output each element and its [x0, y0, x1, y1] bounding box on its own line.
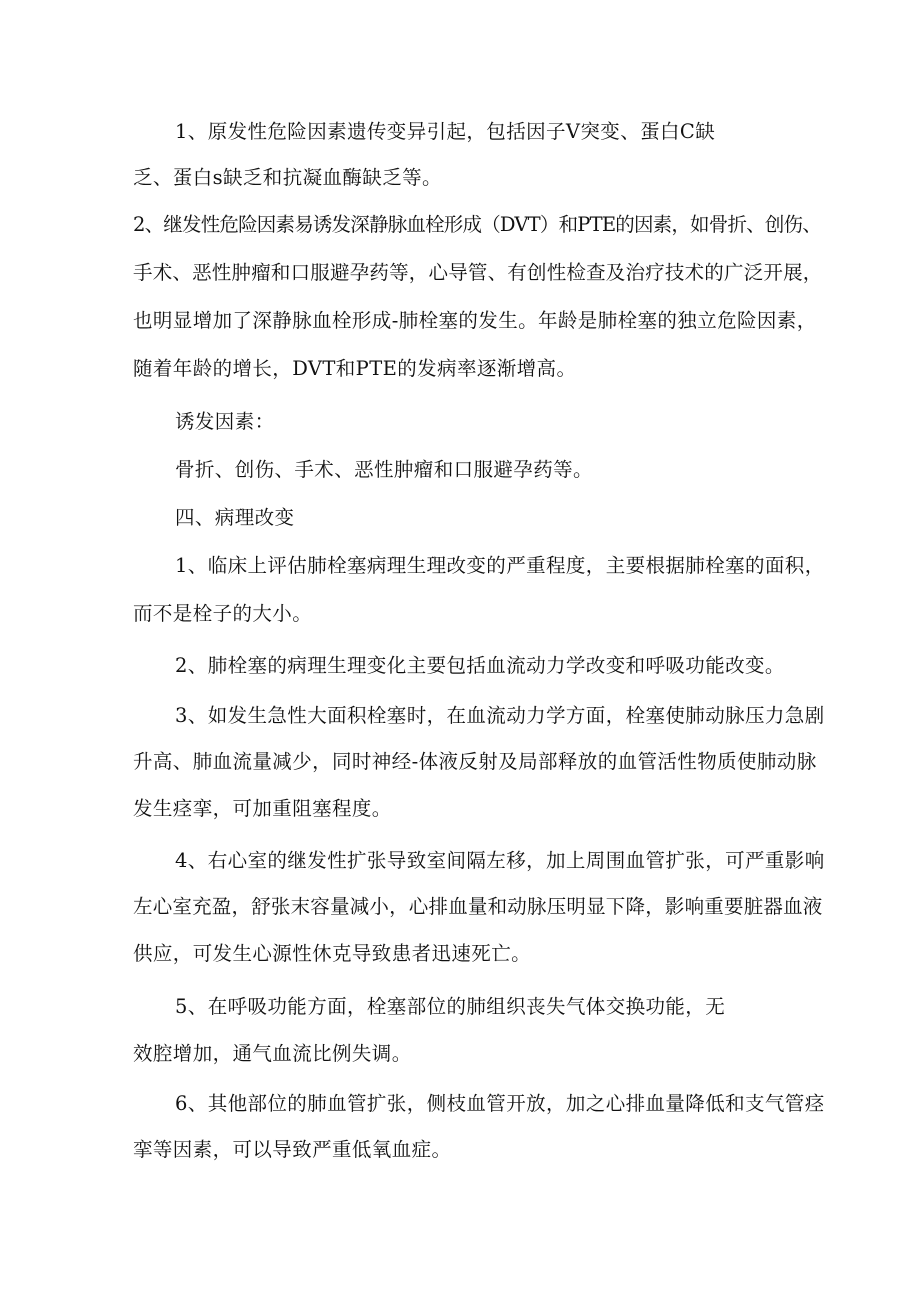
paragraph-2-line-4: 随着年龄的增长，DVT和PTE的发病率逐渐增高。: [133, 357, 577, 380]
paragraph-7-line-1: 5、在呼吸功能方面，栓塞部位的肺组织丧失气体交换功能，无: [175, 995, 726, 1018]
paragraph-3-line-1: 1、临床上评估肺栓塞病理生理改变的严重程度，主要根据肺栓塞的面积，: [175, 554, 825, 577]
paragraph-6-line-1: 4、右心室的继发性扩张导致室间隔左移，加上周围血管扩张，可严重影响: [175, 849, 825, 872]
paragraph-8-line-1: 6、其他部位的肺血管扩张，侧枝血管开放，加之心排血量降低和支气管痉: [175, 1092, 825, 1115]
paragraph-5-line-2: 升高、肺血流量减少，同时神经-体液反射及局部释放的血管活性物质使肺动脉: [133, 750, 817, 773]
paragraph-8-line-2: 挛等因素，可以导致严重低氧血症。: [133, 1138, 452, 1161]
paragraph-4: 2、肺栓塞的病理生理变化主要包括血流动力学改变和呼吸功能改变。: [175, 654, 785, 677]
paragraph-6-line-3: 供应，可发生心源性休克导致患者迅速死亡。: [133, 942, 532, 965]
paragraph-1-line-2: 乏、蛋白s缺乏和抗凝血酶缺乏等。: [133, 166, 442, 189]
paragraph-5-line-1: 3、如发生急性大面积栓塞时，在血流动力学方面，栓塞使肺动脉压力急剧: [175, 704, 825, 727]
paragraph-7-line-2: 效腔增加，通气血流比例失调。: [133, 1042, 412, 1065]
section-heading-pathology: 四、病理改变: [175, 506, 295, 529]
paragraph-3-line-2: 而不是栓子的大小。: [133, 602, 313, 625]
induced-factors-list: 骨折、创伤、手术、恶性肿瘤和口服避孕药等。: [175, 458, 593, 481]
paragraph-2-line-3: 也明显增加了深静脉血栓形成-肺栓塞的发生。年龄是肺栓塞的独立危险因素，: [133, 309, 817, 332]
paragraph-2-line-1: 2、继发性危险因素易诱发深静脉血栓形成（DVT）和PTE的因素，如骨折、创伤、: [133, 213, 821, 236]
paragraph-1-line-1: 1、原发性危险因素遗传变异引起，包括因子V突变、蛋白C缺: [175, 120, 716, 143]
paragraph-6-line-2: 左心室充盈，舒张末容量减小，心排血量和动脉压明显下降，影响重要脏器血液: [133, 895, 823, 918]
induced-factors-heading: 诱发因素：: [175, 410, 275, 433]
paragraph-2-line-2: 手术、恶性肿瘤和口服避孕药等，心导管、有创性检查及治疗技术的广泛开展，: [133, 261, 823, 284]
paragraph-5-line-3: 发生痉挛，可加重阻塞程度。: [133, 797, 392, 820]
